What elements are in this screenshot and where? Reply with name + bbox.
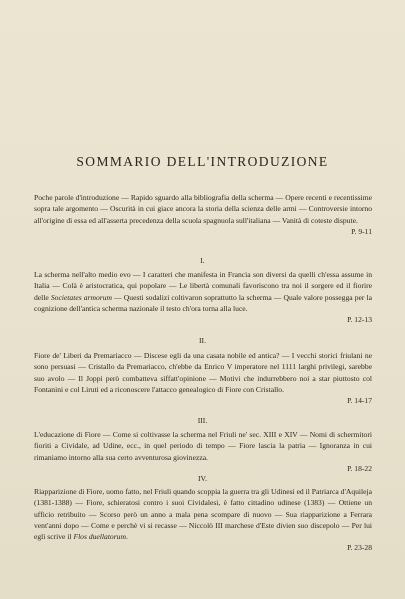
section-4 [34, 486, 372, 553]
section-text: La scherma nell'alto medio evo — I caratteri che manifesta in Francia son diversi da quelli ch'essa assume in Italia — Colà è aristocratica, qui popolare — Le libertà comunali favoriscono tra noi il sorgere ed il fiorire delle Societates armorum — Questi sodalizi coltivaron soprattutto la scherma — Quale valore possegga per la cognizione dell'antica scherma nazionale il testo ch'ora torna alla luce. [34, 270, 373, 313]
page-reference: P. 9-11 [351, 226, 372, 236]
page-reference: P. 23-28 [347, 543, 372, 553]
section-3 [34, 429, 372, 474]
page-title: SOMMARIO DELL'INTRODUZIONE [76, 154, 329, 169]
section-1 [34, 269, 372, 325]
page-reference: P. 18-22 [347, 463, 372, 473]
italic-title: Societates armorum [50, 292, 113, 302]
section-numeral: I. [200, 256, 205, 265]
section-text: Fiore de' Liberi da Premariacco — Discese egli da una casata nobile ed antica? — I vecchi storici friulani ne sono persuasi — Cristallo da Premariacco, ch'ebbe da Enrico V imperatore nel 1111 larghi privilegi, sarebbe suo avolo — Il Joppi però combatteva siffatt'opinione — Motivi che indurrebbero noi a star piuttosto col Fontanini e col Liruti ed a riconoscere l'attacco genealogico di Fiore con Cristallo. [34, 351, 372, 394]
section-text: L'educazione di Fiore — Come si coltivasse la scherma nel Friuli ne' sec. XIII e XIV — Nomi di schermitori fioriti a Cividale, ad Udine, ecc., in quel periodo di tempo — Fiore lascia la patria — Ignoranza in cui rimaniamo intorno alla sua certo avventurosa giovinezza. [34, 430, 372, 462]
page-reference: P. 12-13 [347, 315, 372, 325]
section-text: Riapparizione di Fiore, uomo fatto, nel Friuli quando scoppia la guerra tra gli Udinesi ed il Patriarca d'Aquileja (1381-1388) — Fiore, schieratosi contro i suoi Cividalesi, è fatto cittadino udinese (1383) — Ottiene un ufficio retribuito — Scorso però un anno a mala pena scompare di nuovo — Sua riapparizione a Ferrara vent'anni dopo — Come e perchè vi si recasse — Niccolò III marchese d'Este divien suo discepolo — Per lui egli scrive il Flos duellatorum. [34, 487, 372, 542]
page-reference: P. 14-17 [347, 396, 372, 406]
section-numeral: II. [199, 336, 206, 345]
section-numeral: IV. [198, 474, 207, 483]
section-2 [34, 350, 372, 406]
section-text: Poche parole d'introduzione — Rapido sguardo alla bibliografia della scherma — Opere recenti e recentissime sopra tale argomento — Oscurità in cui giace ancora la storia della scienza delle armi — Controversie intorno all'origine di essa ed all'asserta precedenza della scuola spagnuola sull'italiana — Vanità di coteste dispute. [34, 193, 372, 225]
italic-title: Flos duellatorum [73, 532, 126, 542]
section-numeral: III. [197, 416, 208, 425]
section-intro [34, 192, 372, 237]
